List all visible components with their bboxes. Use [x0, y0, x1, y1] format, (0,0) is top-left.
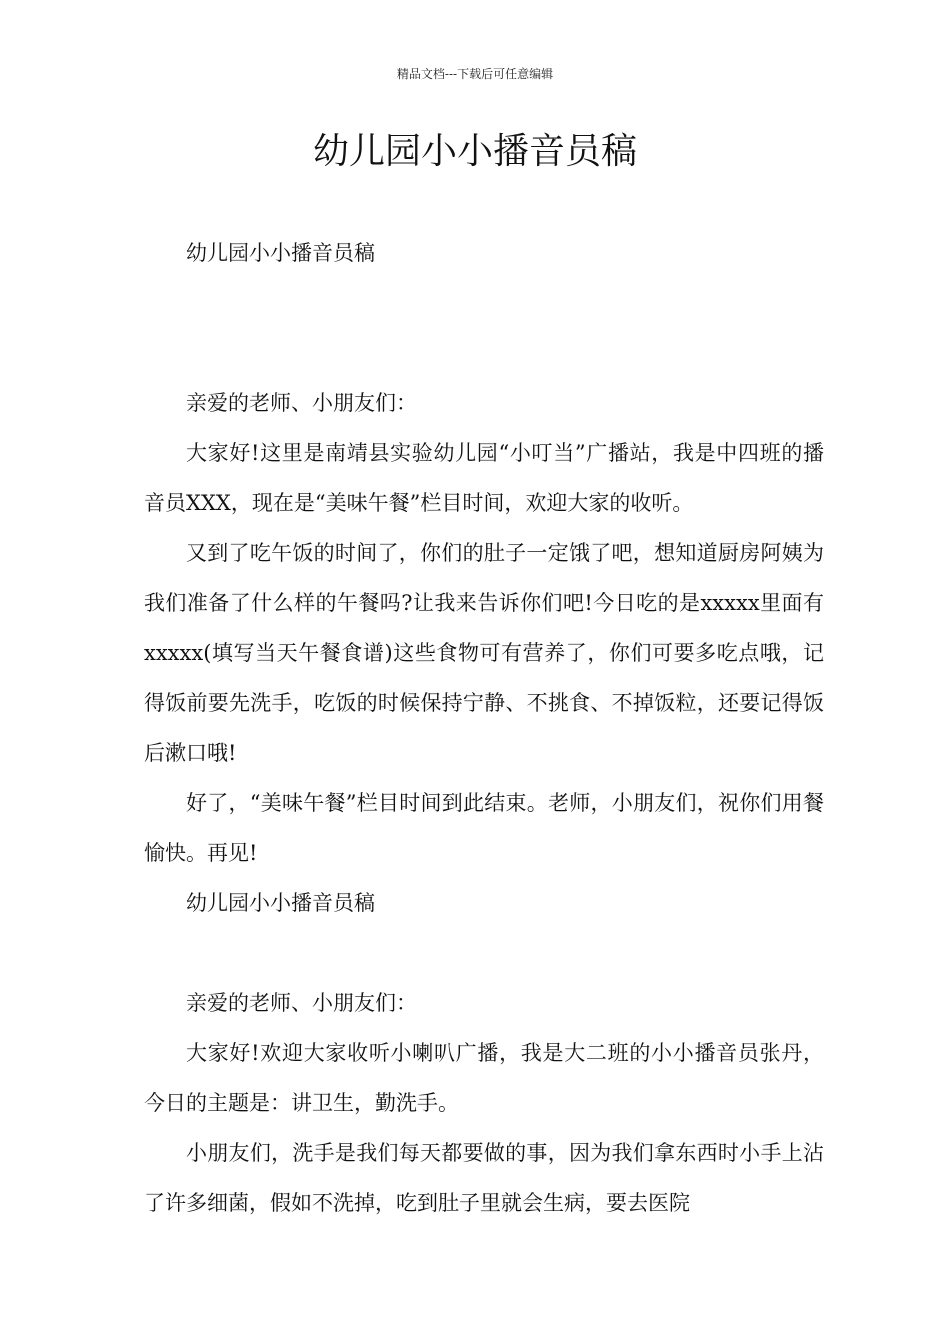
paragraph-lunch: 又到了吃午饭的时间了，你们的肚子一定饿了吧，想知道厨房阿姨为我们准备了什么样的午餐吗?让我来告诉你们吧!今日吃的是xxxxx里面有xxxxx(填写当天午餐食谱)这些食物可有营养了，你们可要多吃点哦，记得饭前要先洗手，吃饭的时候保持宁静、不挑食、不掉饭粒，还要记得饭后漱口哦!	[144, 541, 824, 765]
paragraph-subtitle-1: 幼儿园小小播音员稿	[186, 241, 375, 265]
paragraph-handwashing: 小朋友们，洗手是我们每天都要做的事，因为我们拿东西时小手上沾了许多细菌，假如不洗掉，吃到肚子里就会生病，要去医院	[144, 1141, 824, 1215]
blank-space	[144, 928, 824, 978]
document-title: 幼儿园小小播音员稿	[312, 131, 637, 172]
paragraph-closing-1: 好了，“美味午餐”栏目时间到此结束。老师，小朋友们，祝你们用餐愉快。再见!	[144, 791, 824, 865]
paragraph-intro-1: 大家好!这里是南靖县实验幼儿园“小叮当”广播站，我是中四班的播音员XXX，现在是“美味午餐”栏目时间，欢迎大家的收听。	[144, 441, 824, 515]
paragraph-intro-2: 大家好!欢迎大家收听小喇叭广播，我是大二班的小小播音员张丹，今日的主题是：讲卫生，勤洗手。	[144, 1041, 824, 1115]
paragraph-greeting-1: 亲爱的老师、小朋友们：	[186, 391, 417, 415]
page-header-note: 精品文档---下载后可任意编辑	[396, 67, 554, 81]
document-body	[144, 228, 824, 1228]
paragraph-subtitle-2: 幼儿园小小播音员稿	[186, 891, 375, 915]
blank-space	[144, 278, 824, 378]
paragraph-greeting-2: 亲爱的老师、小朋友们：	[186, 991, 417, 1015]
